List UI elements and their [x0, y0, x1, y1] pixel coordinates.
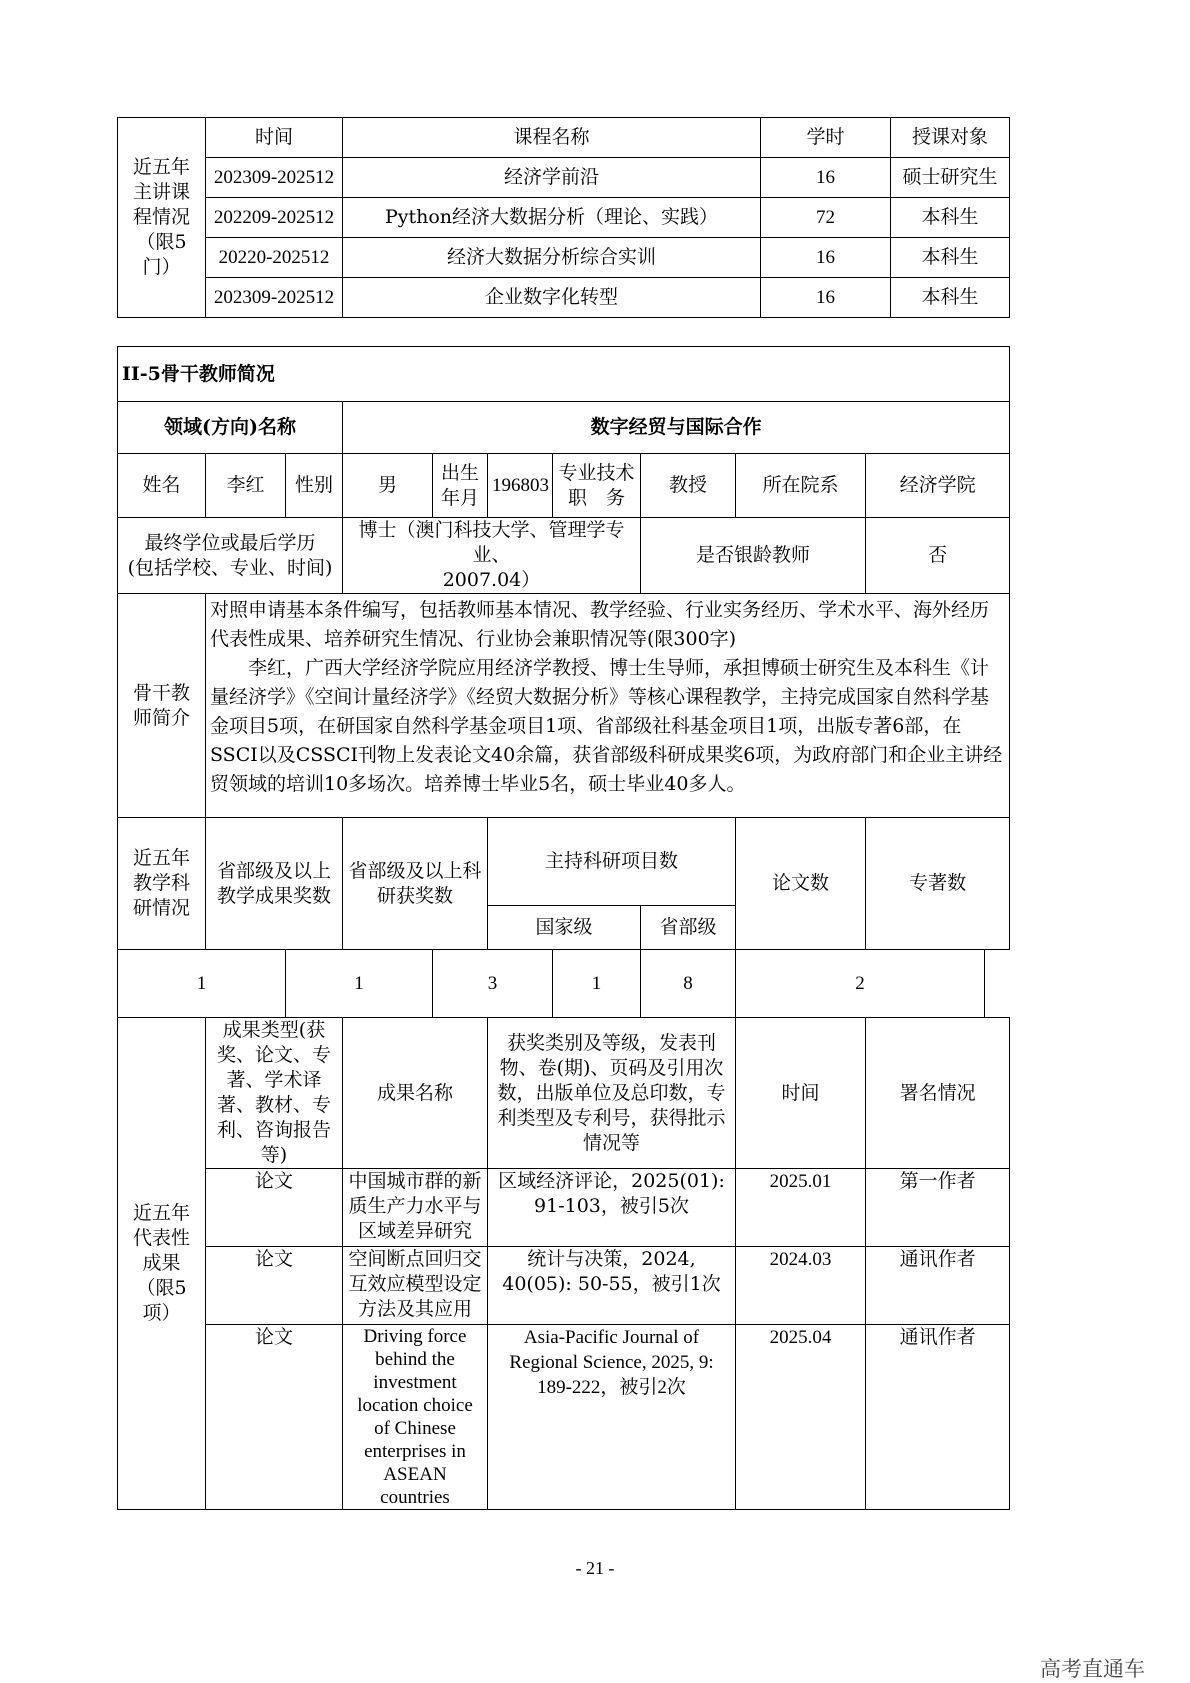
course-hours: 16 — [761, 238, 891, 278]
course-audience: 本科生 — [891, 278, 1010, 318]
courses-header-name: 课程名称 — [343, 118, 761, 158]
achievement-sign: 通讯作者 — [866, 1247, 1010, 1325]
degree-label-line1: 最终学位或最后学历 — [144, 531, 316, 554]
title-label-line2: 职 务 — [567, 486, 625, 509]
birth-value: 196803 — [488, 454, 553, 518]
courses-row-label: 近五年主讲课程情况（限5门） — [118, 118, 206, 318]
name-label: 姓名 — [118, 454, 206, 518]
table-row — [118, 1169, 1010, 1247]
name-value: 李红 — [206, 454, 286, 518]
table-row — [118, 238, 1010, 278]
table-row — [118, 278, 1010, 318]
field-label: 领域(方向)名称 — [118, 402, 343, 454]
achievement-sign: 第一作者 — [866, 1169, 1010, 1247]
research-value-books: 2 — [736, 950, 985, 1018]
intro-instruction: 对照申请基本条件编写，包括教师基本情况、教学经验、行业实务经历、学术水平、海外经历 代表性成果、培养研究生情况、行业协会兼职情况等(限300字) — [210, 599, 990, 650]
achievement-type: 论文 — [206, 1325, 343, 1510]
courses-header-hours: 学时 — [761, 118, 891, 158]
research-header-papers: 论文数 — [736, 818, 866, 950]
course-audience: 本科生 — [891, 198, 1010, 238]
courses-table — [117, 117, 1010, 318]
degree-value-line1: 博士（澳门科技大学、管理学专业、 — [358, 519, 625, 566]
course-audience: 本科生 — [891, 238, 1010, 278]
page-number: - 21 - — [575, 1558, 615, 1578]
achievement-name: 中国城市群的新质生产力水平与区域差异研究 — [343, 1169, 488, 1247]
gender-value: 男 — [343, 454, 433, 518]
course-time: 202309-202512 — [206, 278, 343, 318]
intro-body: 李红，广西大学经济学院应用经济学教授、博士生导师，承担博硕士研究生及本科生《计量经济学》《空间计量经济学》《经贸大数据分析》等核心课程教学，主持完成国家自然科学基金项目5项，在研国家自然科学基金项目1项、省部级社科基金项目1项，出版专著6部，在SSCI以及CSSCI刊物上发表论文40余篇，获省部级科研成果奖6项，为政府部门和企业主讲经贸领域的培训10多场次。培养博士毕业5名，硕士毕业40多人。 — [210, 657, 1003, 795]
research-header-provincial: 省部级 — [641, 906, 736, 950]
teacher-table — [117, 346, 1010, 1510]
achievements-header-sign: 署名情况 — [866, 1018, 1010, 1169]
degree-value — [343, 518, 641, 594]
achievement-detail: 区域经济评论，2025(01): 91-103，被引5次 — [488, 1169, 736, 1247]
title-label — [553, 454, 641, 518]
achievement-time: 2025.04 — [736, 1325, 866, 1510]
achievement-detail: 统计与决策，2024, 40(05): 50-55，被引1次 — [488, 1247, 736, 1325]
achievement-time: 2025.01 — [736, 1169, 866, 1247]
achievements-label: 近五年代表性成果（限5项） — [118, 1018, 206, 1510]
gender-label: 性别 — [286, 454, 343, 518]
watermark: 高考直通车 — [1040, 1657, 1145, 1681]
achievement-sign: 通讯作者 — [866, 1325, 1010, 1510]
research-header-projects: 主持科研项目数 — [488, 818, 736, 906]
achievements-header-name: 成果名称 — [343, 1018, 488, 1169]
course-name: 企业数字化转型 — [343, 278, 761, 318]
intro-content — [206, 594, 1010, 818]
course-time: 202309-202512 — [206, 158, 343, 198]
course-hours: 16 — [761, 278, 891, 318]
section-title: II-5骨干教师简况 — [118, 347, 1010, 402]
research-header-books: 专著数 — [866, 818, 1010, 950]
intro-label: 骨干教师简介 — [118, 594, 206, 818]
achievement-type: 论文 — [206, 1247, 343, 1325]
birth-label: 出生年月 — [433, 454, 488, 518]
courses-header-audience: 授课对象 — [891, 118, 1010, 158]
table-row — [118, 1325, 1010, 1510]
achievements-header-detail: 获奖类别及等级，发表刊物、卷(期)、页码及引用次数，出版单位及总印数，专利类型及专利号，获得批示情况等 — [488, 1018, 736, 1169]
research-label: 近五年教学科研情况 — [118, 818, 206, 950]
research-header-research-award: 省部级及以上科研获奖数 — [343, 818, 488, 950]
achievements-header-type: 成果类型(获奖、论文、专著、学术译著、教材、专利、咨询报告等) — [206, 1018, 343, 1169]
degree-value-line2: 2007.04） — [442, 569, 541, 591]
achievement-name: Driving force behind the investment location choice of Chinese enterprises in ASEAN countries — [343, 1325, 488, 1510]
senior-value: 否 — [866, 518, 1010, 594]
achievement-name: 空间断点回归交互效应模型设定方法及其应用 — [343, 1247, 488, 1325]
course-name: 经济大数据分析综合实训 — [343, 238, 761, 278]
achievement-type: 论文 — [206, 1169, 343, 1247]
courses-header-time: 时间 — [206, 118, 343, 158]
research-value-research-award: 1 — [286, 950, 433, 1018]
achievement-detail: Asia-Pacific Journal of Regional Science, 2025, 9: 189-222，被引2次 — [488, 1325, 736, 1510]
senior-label: 是否银龄教师 — [641, 518, 866, 594]
title-value: 教授 — [641, 454, 736, 518]
research-value-national: 3 — [433, 950, 553, 1018]
course-hours: 16 — [761, 158, 891, 198]
title-label-line1: 专业技术 — [558, 461, 635, 484]
research-value-provincial: 1 — [553, 950, 641, 1018]
table-row — [118, 158, 1010, 198]
table-row — [118, 198, 1010, 238]
course-name: 经济学前沿 — [343, 158, 761, 198]
field-value: 数字经贸与国际合作 — [343, 402, 1010, 454]
degree-label — [118, 518, 343, 594]
table-row — [118, 1247, 1010, 1325]
dept-label: 所在院系 — [736, 454, 866, 518]
achievement-time: 2024.03 — [736, 1247, 866, 1325]
course-hours: 72 — [761, 198, 891, 238]
course-time: 20220-202512 — [206, 238, 343, 278]
degree-label-line2: (包括学校、专业、时间) — [127, 556, 333, 579]
course-audience: 硕士研究生 — [891, 158, 1010, 198]
achievements-header-time: 时间 — [736, 1018, 866, 1169]
dept-value: 经济学院 — [866, 454, 1010, 518]
research-header-teach-award: 省部级及以上教学成果奖数 — [206, 818, 343, 950]
course-name: Python经济大数据分析（理论、实践） — [343, 198, 761, 238]
research-value-teach-award: 1 — [118, 950, 286, 1018]
research-value-papers: 8 — [641, 950, 736, 1018]
course-time: 202209-202512 — [206, 198, 343, 238]
research-header-national: 国家级 — [488, 906, 641, 950]
